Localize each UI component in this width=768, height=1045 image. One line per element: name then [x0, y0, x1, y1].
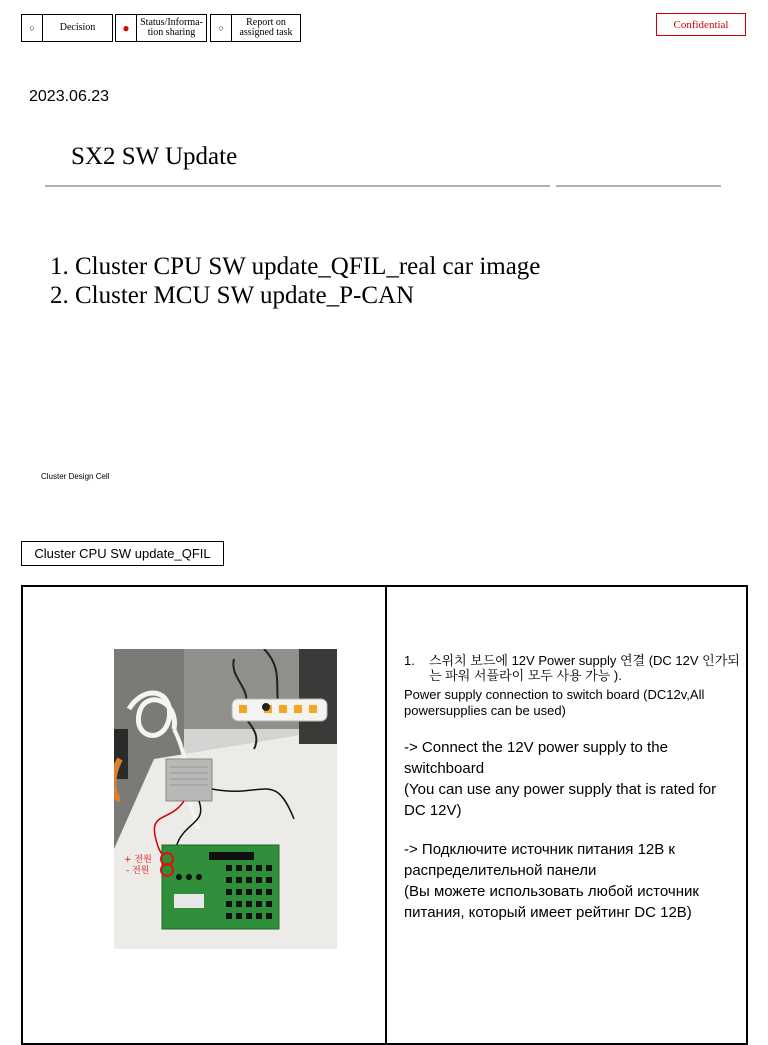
- tag-report-mark: ○: [211, 15, 232, 41]
- step-number: 1.: [404, 653, 415, 668]
- agenda-item-2: 2. Cluster MCU SW update_P-CAN: [50, 282, 415, 309]
- switch-board-photo: [114, 649, 337, 949]
- agenda-item-1: 1. Cluster CPU SW update_QFIL_real car image: [50, 253, 541, 280]
- tag-status: [115, 14, 207, 42]
- column-divider: [385, 587, 387, 1043]
- page-title: SX2 SW Update: [71, 143, 238, 170]
- agenda-list: [50, 252, 540, 310]
- department-name: Cluster Design Cell: [41, 472, 110, 481]
- step-heading: [404, 653, 744, 683]
- title-rule-right: [556, 185, 721, 187]
- tag-status-mark: ●: [116, 15, 137, 41]
- report-date: 2023.06.23: [29, 88, 110, 105]
- tag-decision-label: Decision: [59, 22, 96, 33]
- tag-status-label: Status/Informa-tion sharing: [140, 17, 203, 38]
- photo-label-plus: + 전원: [124, 855, 152, 865]
- step-korean: 스위치 보드에 12V Power supply 연결 (DC 12V 인가되는 파워 서플라이 모두 사용 가능 ).: [429, 653, 740, 683]
- content-table: [21, 585, 748, 1045]
- photo-label-minus: - 전원: [126, 866, 150, 876]
- step-english: Power supply connection to switch board (DC12v,All powersupplies can be used): [404, 687, 705, 718]
- instruction-russian: -> Подключите источник питания 12В к распределительной панели (Вы можете использовать любой источник питания, который имеет рейтинг DC 12В): [404, 841, 699, 921]
- tag-decision: [21, 14, 113, 42]
- tag-report: [210, 14, 301, 42]
- tag-report-label: Report on assigned task: [239, 17, 293, 38]
- instruction-english: -> Connect the 12V power supply to the switchboard (You can use any power supply that is rated for DC 12V): [404, 739, 717, 819]
- section-label: Cluster CPU SW update_QFIL: [21, 541, 224, 566]
- tag-decision-mark: ○: [22, 15, 43, 41]
- title-rule-left: [45, 185, 550, 187]
- confidential-badge: Confidential: [656, 13, 746, 36]
